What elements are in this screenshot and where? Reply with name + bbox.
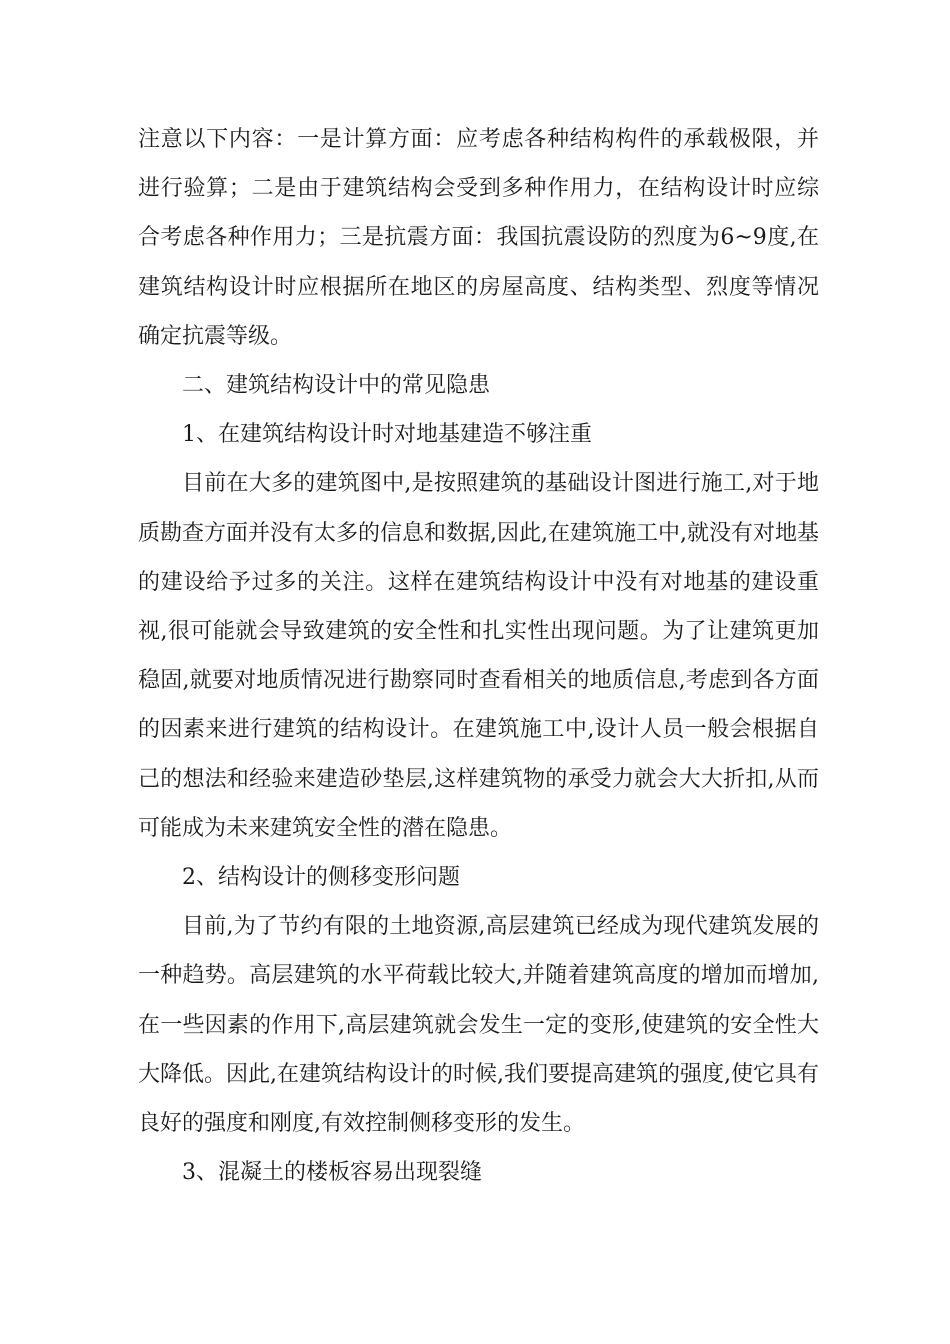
subheading-slab-cracks: 3、混凝土的楼板容易出现裂缝 (182, 1160, 482, 1186)
paragraph-lateral-displacement: 目前,为了节约有限的土地资源,高层建筑已经成为现代建筑发展的一种趋势。高层建筑的水平荷载比较大,并随着建筑高度的增加而增加,在一些因素的作用下,高层建筑就会发生一定的变形,使建筑的安全性大大降低。因此,在建筑结构设计的时候,我们要提高建筑的强度,使它具有良好的强度和刚度,有效控制侧移变形的发生。 (138, 914, 819, 1137)
section-heading-common-hazards: 二、建筑结构设计中的常见隐患 (182, 373, 491, 399)
paragraph-foundation: 目前在大多的建筑图中,是按照建筑的基础设计图进行施工,对于地质勘查方面并没有太多的信息和数据,因此,在建筑施工中,就没有对地基的建设给予过多的关注。这样在建筑结构设计中没有对地基的建设重视,很可能就会导致建筑的安全性和扎实性出现问题。为了让建筑更加稳固,就要对地质情况进行勘察同时查看相关的地质信息,考虑到各方面的因素来进行建筑的结构设计。在建筑施工中,设计人员一般会根据自己的想法和经验来建造砂垫层,这样建筑物的承受力就会大大折扣,从而可能成为未来建筑安全性的潜在隐患。 (138, 471, 819, 841)
paragraph-seismic-considerations: 注意以下内容：一是计算方面：应考虑各种结构构件的承载极限，并进行验算；二是由于建筑结构会受到多种作用力，在结构设计时应综合考虑各种作用力；三是抗震方面：我国抗震设防的烈度为6~9度,在建筑结构设计时应根据所在地区的房屋高度、结构类型、烈度等情况确定抗震等级。 (138, 127, 819, 349)
subheading-lateral-displacement: 2、结构设计的侧移变形问题 (182, 865, 460, 891)
document-body (138, 115, 819, 1197)
subheading-foundation: 1、在建筑结构设计时对地基建造不够注重 (182, 422, 592, 448)
